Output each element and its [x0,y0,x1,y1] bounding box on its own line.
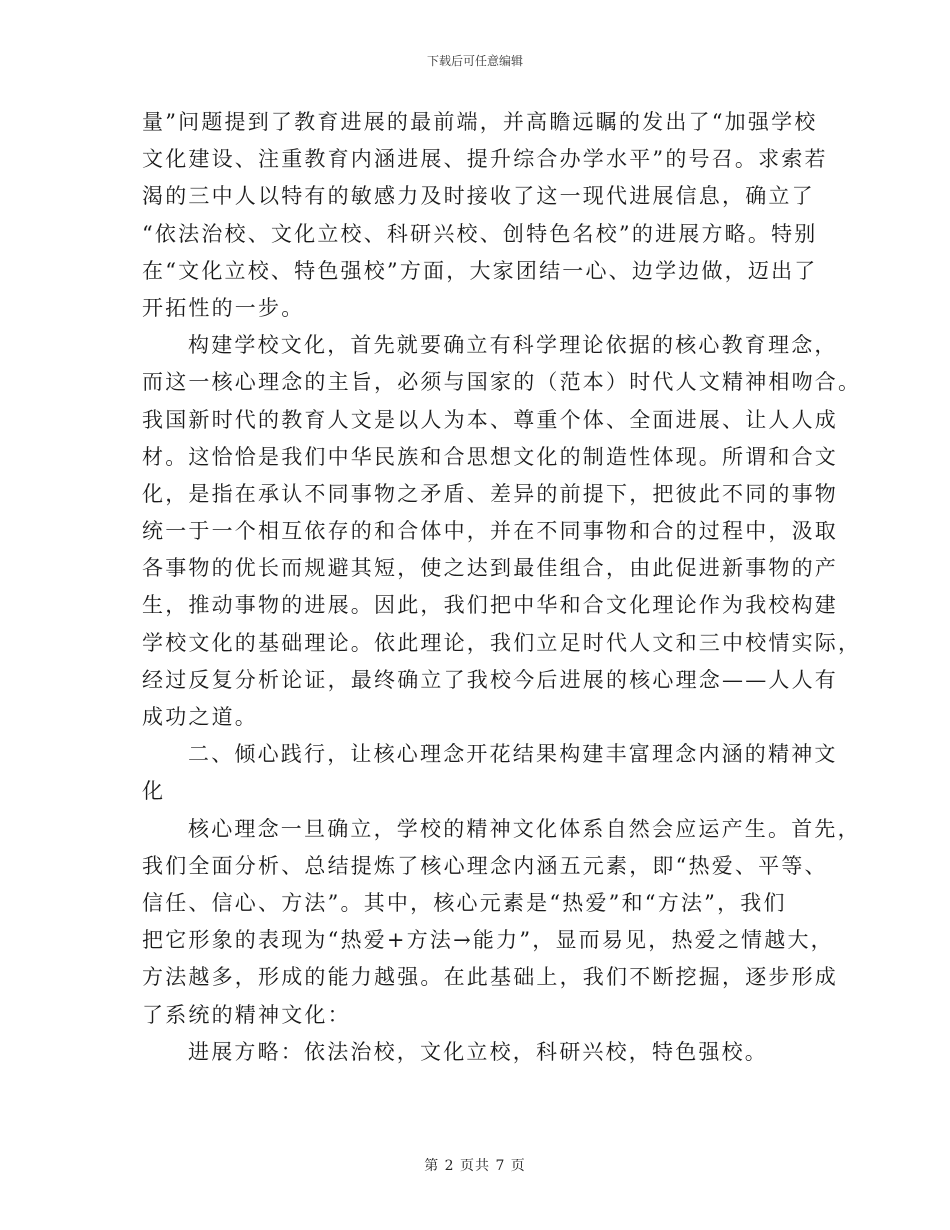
text-line: 我国新时代的教育人文是以人为本、尊重个体、全面进展、让人人成 [142,407,838,432]
text-line: 量”问题提到了教育进展的最前端，并高瞻远瞩的发出了“加强学校 [142,110,818,134]
text-line: 开拓性的一步。 [142,295,305,320]
text-line: 化，是指在承认不同事物之矛盾、差异的前提下，把彼此不同的事物 [142,481,838,506]
page-header: 下载后可任意编辑 [426,54,523,68]
page-number-footer: 第 2 页共 7 页 [424,1158,526,1174]
document-body [142,104,862,1071]
text-line: 渴的三中人以特有的敏感力及时接收了这一现代进展信息，确立了 [142,184,815,209]
text-line: 各事物的优长而规避其短，使之达到最佳组合，由此促进新事物的产 [142,556,838,581]
text-line: 在“文化立校、特色强校”方面，大家团结一心、边学边做，迈出了 [142,258,818,283]
paragraph-start-line: 构建学校文化，首先就要确立有科学理论依据的核心教育理念， [188,333,838,358]
text-line: 材。这恰恰是我们中华民族和合思想文化的制造性体现。所谓和合文 [142,444,838,469]
text-line: 统一于一个相互依存的和合体中，并在不同事物和合的过程中，汲取 [142,519,838,544]
text-line: 方法越多，形成的能力越强。在此基础上，我们不断挖掘，逐步形成 [142,965,838,990]
text-line: 了系统的精神文化： [142,1002,351,1027]
text-line: 我们全面分析、总结提炼了核心理念内涵五元素，即“热爱、平等、 [142,853,828,878]
paragraph-start-line: 进展方略：依法治校，文化立校，科研兴校，特色强校。 [188,1039,768,1064]
section-heading-line: 二、倾心践行，让核心理念开花结果构建丰富理念内涵的精神文 [188,742,838,767]
text-line: 文化建设、注重教育内涵进展、提升综合办学水平”的号召。求索若 [142,147,828,172]
paragraph-start-line: 核心理念一旦确立，学校的精神文化体系自然会应运产生。首先， [188,816,861,841]
text-line: 信任、信心、方法”。其中，核心元素是“热爱”和“方法”，我们 [142,890,787,915]
text-line: 生，推动事物的进展。因此，我们把中华和合文化理论作为我校构建 [142,593,838,618]
section-heading-line: 化 [142,779,166,804]
text-line: 学校文化的基础理论。依此理论，我们立足时代人文和三中校情实际， [142,630,862,655]
text-line: 成功之道。 [142,705,258,729]
text-line: “依法治校、文化立校、科研兴校、创特色名校”的进展方略。特别 [142,221,818,246]
text-line: 而这一核心理念的主旨，必须与国家的（范本）时代人文精神相吻合。 [142,370,862,395]
text-line: 经过反复分析论证，最终确立了我校今后进展的核心理念——人人有 [142,667,838,692]
text-line: 把它形象的表现为“热爱+方法→能力”，显而易见，热爱之情越大， [142,928,834,953]
